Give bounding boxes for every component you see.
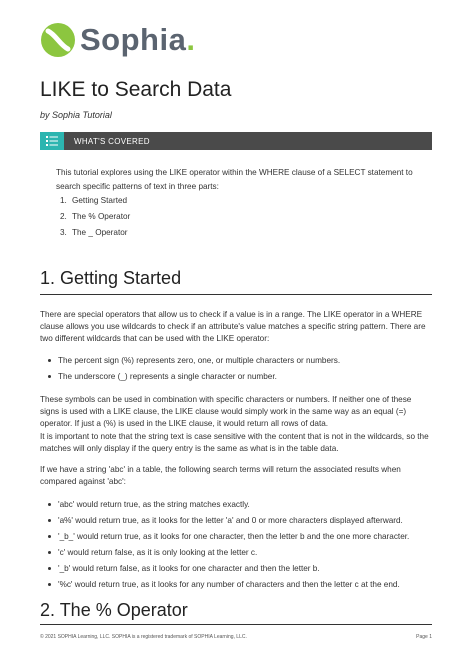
list-item: 'a%' would return true, as it looks for the letter 'a' and 0 or more characters displayed afterward.	[48, 513, 432, 529]
list-item: 'c' would return false, as it is only looking at the letter c.	[48, 545, 432, 561]
section-heading-percent-operator: 2. The % Operator	[40, 600, 188, 620]
list-item: '_b_' would return true, as it looks for one character, then the letter b and the one more character.	[48, 529, 432, 545]
list-icon	[40, 132, 64, 150]
paragraph-symbols: These symbols can be used in combination with specific characters or numbers. If neither one of these signs is used with a LIKE clause, the LIKE clause would simply work in the same way as an equal (=) operator. If just a (%) is used in the LIKE clause, it would return all rows of data.	[40, 395, 412, 429]
toc-item[interactable]: 1. Getting Started	[60, 196, 128, 205]
footer-copyright: © 2021 SOPHIA Learning, LLC. SOPHIA is a registered trademark of SOPHIA Learning, LLC.	[40, 634, 247, 640]
toc-item[interactable]: 2. The % Operator	[60, 212, 131, 221]
byline: by Sophia Tutorial	[40, 110, 112, 120]
paragraph-wildcards-intro: There are special operators that allow us to check if a value is in a range. The LIKE operator in a WHERE clause allows you use wildcards to check if an attribute's value matches a specific string pattern. There are two different wildcards that can be used with the LIKE operator:	[40, 310, 426, 344]
table-of-contents	[60, 193, 130, 241]
sophia-logo	[40, 22, 195, 58]
list-item: '%c' would return true, as it looks for any number of characters and then the letter c at the end.	[48, 577, 432, 593]
list-item: The underscore (_) represents a single character or number.	[48, 369, 432, 385]
whats-covered-label: WHAT'S COVERED	[74, 136, 150, 146]
example-list	[48, 497, 432, 593]
sophia-logo-icon	[40, 22, 76, 58]
section-divider	[40, 624, 432, 625]
page-title: LIKE to Search Data	[40, 78, 232, 101]
brand-name: Sophia.	[80, 22, 196, 57]
wildcard-list	[48, 353, 432, 385]
paragraph-case-sensitive: It is important to note that the string text is case sensitive with the content that is not in the wildcards, so the matches will only display if the query entry is the same as what is in the table data.	[40, 432, 429, 454]
whats-covered-bar	[40, 132, 432, 150]
section-divider	[40, 294, 432, 295]
footer-page-number: Page 1	[416, 634, 432, 640]
paragraph-abc-example: If we have a string 'abc' in a table, the following search terms will return the associated results when compared against 'abc':	[40, 465, 401, 487]
list-item: 'abc' would return true, as the string matches exactly.	[48, 497, 432, 513]
toc-item[interactable]: 3. The _ Operator	[60, 228, 128, 237]
intro-text: This tutorial explores using the LIKE operator within the WHERE clause of a SELECT statement to search specific patterns of text in three parts:	[56, 168, 413, 191]
list-item: '_b' would return false, as it looks for one character and then the letter b.	[48, 561, 432, 577]
list-item: The percent sign (%) represents zero, one, or multiple characters or numbers.	[48, 353, 432, 369]
section-heading-getting-started: 1. Getting Started	[40, 268, 182, 288]
